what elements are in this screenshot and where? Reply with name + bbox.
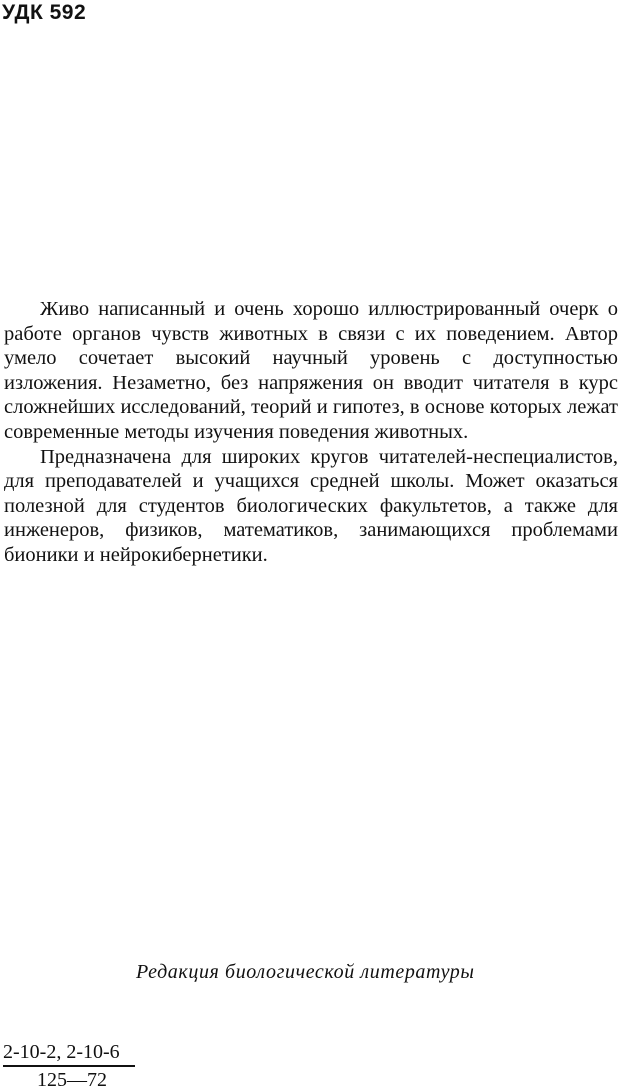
annotation-paragraph-1: Живо написанный и очень хорошо иллюстрированный очерк о работе органов чувств животных в связи с их поведением. Автор умело сочетает высокий научный уровень с доступностью изложения. Незаметно, без напряжения он вводит читателя в курс сложнейших исследований, теорий и гипотез, в основе которых лежат современные методы изучения поведения животных. [4,298,618,443]
editorial-office: Редакция биологической литературы [136,961,475,983]
book-annotation [4,297,618,568]
annotation-paragraph-2: Предназначена для широких кругов читателей-неспециалистов, для преподавателей и учащихся средней школы. Может оказаться полезной для студентов биологических факультетов, а также для инженеров, физиков, математиков, занимающихся проблемами бионики и нейрокибернетики. [4,445,618,566]
udk-code: УДК 592 [2,1,87,24]
publication-codes [3,1040,135,1092]
codes-denominator: 125—72 [37,1069,107,1091]
codes-numerator: 2-10-2, 2-10-6 [3,1040,135,1067]
